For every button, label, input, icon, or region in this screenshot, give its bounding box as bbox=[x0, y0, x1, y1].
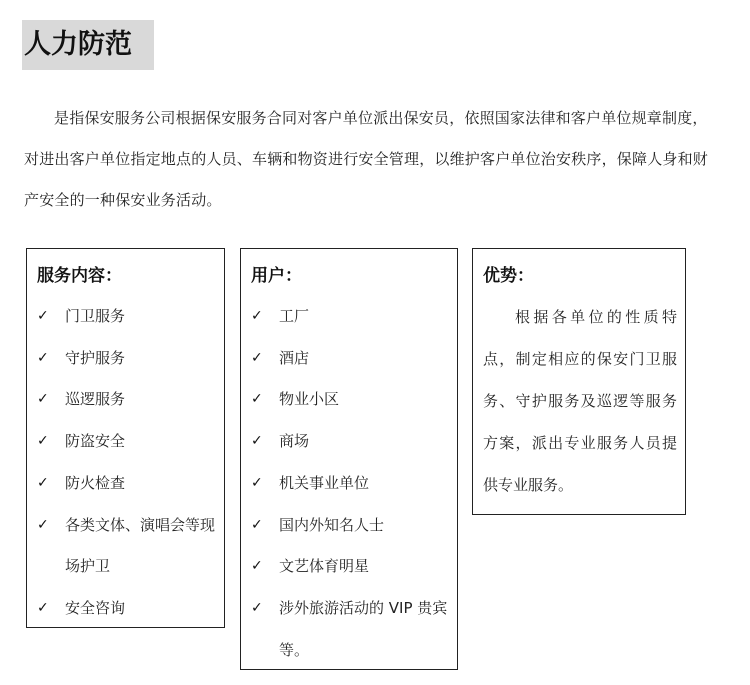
list-item bbox=[27, 588, 224, 630]
list-item bbox=[241, 379, 457, 421]
check-icon: ✓ bbox=[251, 308, 263, 324]
users-list bbox=[241, 296, 457, 671]
list-item-label: 涉外旅游活动的 VIP 贵宾等。 bbox=[279, 598, 448, 659]
list-item bbox=[241, 338, 457, 380]
check-icon: ✓ bbox=[37, 474, 49, 491]
list-item bbox=[241, 546, 457, 588]
check-icon: ✓ bbox=[251, 474, 263, 491]
check-icon: ✓ bbox=[37, 516, 49, 533]
check-icon: ✓ bbox=[37, 599, 49, 616]
list-item bbox=[27, 505, 224, 588]
list-item-label: 防盗安全 bbox=[65, 432, 126, 451]
users-heading: 用户： bbox=[251, 266, 302, 286]
list-item-label: 各类文体、演唱会等现场护卫 bbox=[65, 515, 216, 576]
list-item-label: 巡逻服务 bbox=[65, 390, 126, 409]
services-heading: 服务内容： bbox=[37, 266, 122, 286]
services-box bbox=[26, 248, 225, 628]
list-item-label: 国内外知名人士 bbox=[279, 515, 385, 534]
check-icon: ✓ bbox=[251, 558, 263, 575]
list-item-label: 机关事业单位 bbox=[279, 473, 370, 492]
services-list bbox=[27, 296, 224, 630]
check-icon: ✓ bbox=[37, 433, 49, 450]
list-item-label: 物业小区 bbox=[279, 390, 340, 409]
advantage-text: 根据各单位的性质特点，制定相应的保安门卫服务、守护服务及巡逻等服务方案，派出专业服务人员提供专业服务。 bbox=[483, 308, 677, 494]
list-item bbox=[241, 296, 457, 338]
list-item bbox=[27, 463, 224, 505]
list-item bbox=[241, 421, 457, 463]
list-item-label: 酒店 bbox=[279, 348, 310, 367]
list-item bbox=[27, 296, 224, 338]
users-box bbox=[240, 248, 458, 670]
list-item bbox=[27, 338, 224, 380]
list-item-label: 守护服务 bbox=[65, 348, 126, 367]
list-item-label: 商场 bbox=[279, 432, 310, 451]
check-icon: ✓ bbox=[37, 308, 49, 324]
list-item-label: 安全咨询 bbox=[65, 598, 126, 617]
check-icon: ✓ bbox=[251, 433, 263, 450]
page-title: 人力防范 bbox=[22, 20, 154, 70]
list-item-label: 门卫服务 bbox=[65, 307, 126, 325]
list-item bbox=[241, 505, 457, 547]
check-icon: ✓ bbox=[251, 599, 263, 616]
list-item-label: 工厂 bbox=[279, 307, 310, 325]
check-icon: ✓ bbox=[251, 391, 263, 408]
list-item-label: 防火检查 bbox=[65, 473, 126, 492]
list-item bbox=[27, 379, 224, 421]
list-item-label: 文艺体育明星 bbox=[279, 557, 370, 576]
intro-paragraph: 是指保安服务公司根据保安服务合同对客户单位派出保安员，依照国家法律和客户单位规章制度，对进出客户单位指定地点的人员、车辆和物资进行安全管理，以维护客户单位治安秩序，保障人身和财产安全的一种保安业务活动。 bbox=[24, 109, 709, 209]
check-icon: ✓ bbox=[251, 349, 263, 366]
check-icon: ✓ bbox=[37, 349, 49, 366]
list-item bbox=[241, 588, 457, 671]
advantage-box bbox=[472, 248, 686, 515]
check-icon: ✓ bbox=[37, 391, 49, 408]
list-item bbox=[27, 421, 224, 463]
advantage-heading: 优势： bbox=[483, 266, 534, 286]
list-item bbox=[241, 463, 457, 505]
check-icon: ✓ bbox=[251, 516, 263, 533]
